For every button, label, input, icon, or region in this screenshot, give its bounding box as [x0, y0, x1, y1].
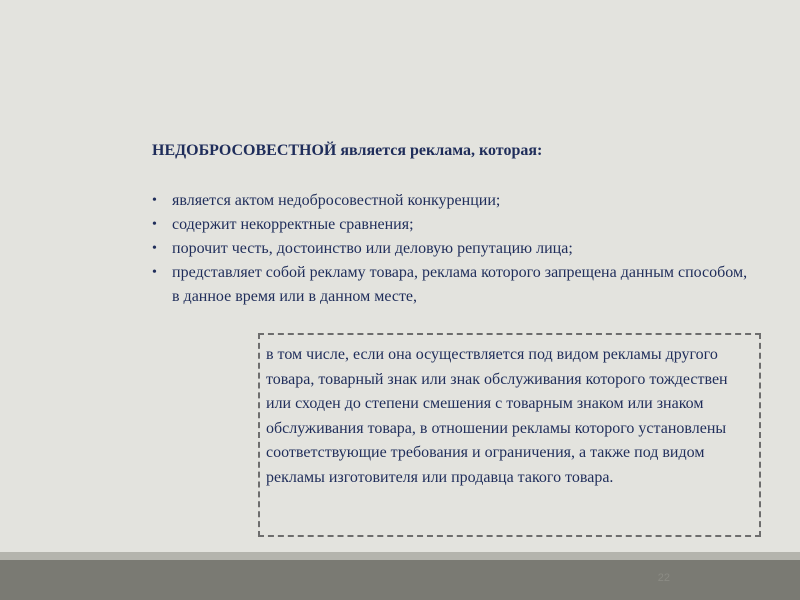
bullet-dot-icon: •	[152, 241, 157, 256]
slide-heading: НЕДОБРОСОВЕСТНОЙ является реклама, которая:	[152, 142, 543, 159]
bullet-dot-icon: •	[152, 217, 157, 232]
bullet-item	[152, 213, 752, 237]
page-number: 22	[657, 572, 670, 584]
bullet-item	[152, 237, 752, 261]
bullet-text: является актом недобросовестной конкуренции;	[172, 192, 501, 209]
footer-bar	[0, 560, 800, 600]
bullet-dot-icon: •	[152, 265, 157, 280]
note-box: в том числе, если она осуществляется под видом рекламы другого товара, товарный знак или знак обслуживания которого тождествен или сходен до степени смешения с товарным знаком или знаком обслуживания товара, в отношении рекламы которого установлены соответствующие требования и ограничения, а также под видом рекламы изготовителя или продавца такого товара.	[258, 333, 761, 537]
bullet-dot-icon: •	[152, 193, 157, 208]
bullet-text: порочит честь, достоинство или деловую репутацию лица;	[172, 240, 573, 257]
bullet-item	[152, 189, 752, 213]
bullet-list	[152, 189, 752, 309]
footer-stripe	[0, 552, 800, 560]
bullet-item	[152, 261, 752, 309]
bullet-text: содержит некорректные сравнения;	[172, 216, 414, 233]
bullet-text: представляет собой рекламу товара, реклама которого запрещена данным способом, в данное время или в данном месте,	[172, 264, 748, 305]
